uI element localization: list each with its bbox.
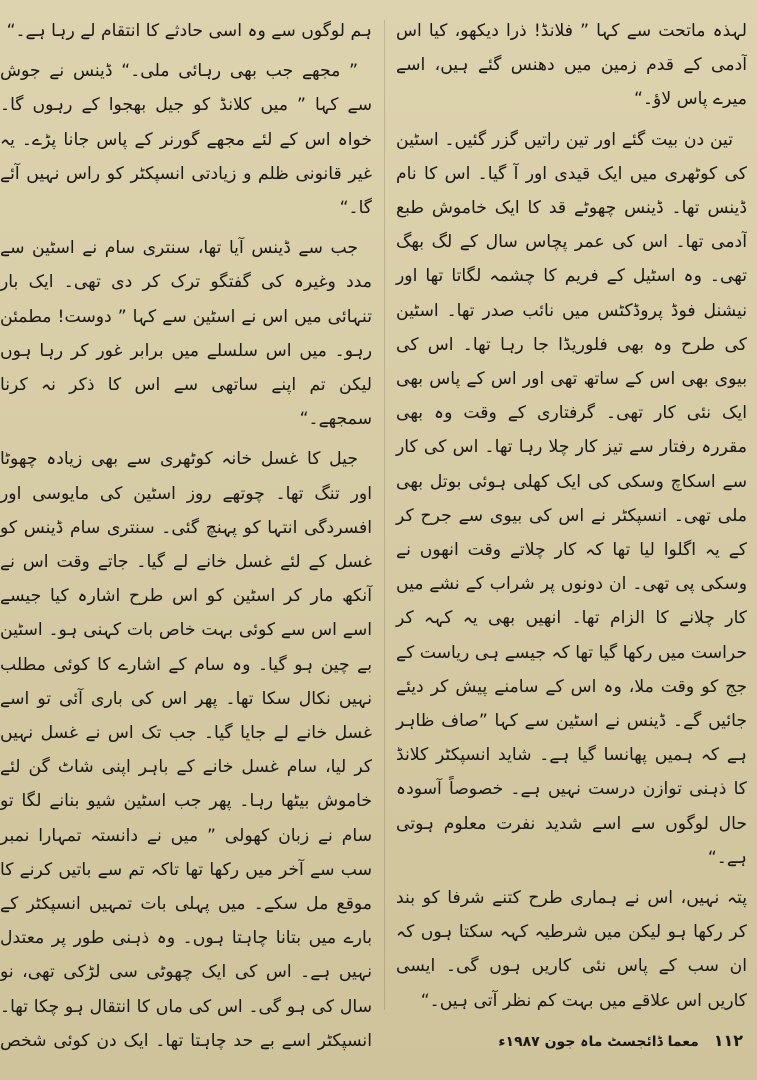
paragraph: پتہ نہیں، اس نے ہماری طرح کتنے شرفا کو بند کر رکھا ہو لیکن میں شرطیہ کہہ سکتا ہوں کہ ان سب کے پاس نئی کاریں ہوں گی۔ ایسی کاریں اس علاقے میں بہت کم نظر آتی ہیں۔“ <box>396 888 747 1011</box>
page-number: ۱۱۲ <box>713 1031 743 1050</box>
column-divider <box>384 20 385 1010</box>
issue-label: معما ڈائجسٹ ماہ جون ۱۹۸۷ء <box>498 1034 699 1050</box>
left-text-column <box>0 14 378 1054</box>
paragraph: ہم لوگوں سے وہ اسی حادثے کا انتقام لے رہا ہے۔“ <box>6 21 372 41</box>
paragraph: جب سے ڈینس آیا تھا، سنتری سام نے اسٹین سے مدد وغیرہ کی گفتگو ترک کر دی تھی۔ ایک بار تنہائی میں اس نے اسٹین سے کہا ” دوست! مطمئن رہو۔ میں اس سلسلے میں برابر غور کر رہا ہوں لیکن تم اپنے ساتھی سے اس کا ذکر نہ کرنا سمجھے۔“ <box>0 238 372 430</box>
paragraph: جیل کا غسل خانہ کوٹھری سے بھی زیادہ چھوٹا اور تنگ تھا۔ چوتھے روز اسٹین کی مایوسی اور افسردگی انتہا کو پہنچ گئی۔ سنتری سام ڈینس کو غسل کے لئے غسل خانے لے گیا۔ جاتے وقت اس نے آنکھ مار کر اسٹین کو اس طرح اشارہ کیا جیسے اسے اس سے کوئی بہت خاص بات کہنی ہو۔ اسٹین بے چین ہو گیا۔ وہ سام کے اشارے کا کوئی مطلب نہیں نکال سکا تھا۔ پھر اس کی باری آئی تو اسے غسل خانے لے جایا گیا۔ جب تک اس نے غسل نہیں کر لیا، سام غسل خانے کے باہر اپنی شاٹ گن لئے خاموش بیٹھا رہا۔ پھر جب اسٹین شیو بنانے لگا تو سام نے زبان کھولی ” میں نے دانستہ تمہارا نمبر سب سے آخر میں رکھا تھا تاکہ تم سے باتیں کرنے کا موقع مل سکے۔ میں پہلی بات تمہیں انسپکٹر کے بارے میں بتانا چاہتا ہوں۔ وہ ذہنی طور پر معتدل نہیں ہے۔ اس کی ایک چھوٹی سی لڑکی تھی، نو سال کی ہو گی۔ اس کی ماں کا انتقال ہو چکا تھا۔ انسپکٹر اسے بے حد چاہتا تھا۔ ایک دن کوئی شخص <box>0 449 372 1051</box>
paragraph: تین دن بیت گئے اور تین راتیں گزر گئیں۔ اسٹین کی کوٹھری میں ایک قیدی اور آ گیا۔ اس کا نام ڈینس تھا۔ ڈینس چھوٹے قد کا ایک خاموش طبع آدمی تھا۔ اس کی عمر پچاس سال کے لگ بھگ تھی۔ وہ اسٹیل کے فریم کا چشمہ لگاتا تھا اور نیشنل فوڈ پروڈکٹس میں نائب صدر تھا۔ اسٹین کی طرح وہ بھی فلوریڈا جا رہا تھا۔ اس کی بیوی بھی اس کے ساتھ تھی اور اس کے پاس بھی ایک نئی کار تھی۔ گرفتاری کے وقت وہ بھی مقررہ رفتار سے تیز کار چلا رہا تھا۔ اس کی کار سے اسکاچ وسکی کی ایک کھلی ہوئی بوتل بھی ملی تھی۔ انسپکٹر نے اس کی بیوی سے جرح کر کے یہ اگلوا لیا تھا کہ کار چلاتے وقت انھوں نے وسکی پی تھی۔ ان دونوں پر شراب کے نشے میں کار چلانے کا الزام تھا۔ انھیں بھی یہ کہہ کر حراست میں رکھا گیا تھا کہ جیسے ہی ریاست کے جج کو وقت ملا، وہ اس کے سامنے پیش کر دیئے جائیں گے۔ ڈینس نے اسٹین سے کہا ”صاف ظاہر ہے کہ ہمیں پھانسا گیا ہے۔ شاید انسپکٹر کلانڈ کا ذہنی توازن درست نہیں ہے۔ خصوصاً آسودہ حال لوگوں سے اسے شدید نفرت معلوم ہوتی ہے۔“ <box>396 129 747 868</box>
page-footer <box>398 1031 743 1050</box>
right-text-column <box>392 14 747 1024</box>
paragraph: لہذہ ماتحت سے کہا ” فلانڈ! ذرا دیکھو، کیا اس آدمی کے قدم زمین میں دھنس گئے ہیں، اسے میرے پاس لاؤ۔“ <box>396 21 747 110</box>
paragraph: ” مجھے جب بھی رہائی ملی۔“ ڈینس نے جوش سے کہا ” میں کلانڈ کو جیل بھجوا کے رہوں گا۔ خواہ اس کے لئے مجھے گورنر کے پاس جانا پڑے۔ یہ غیر قانونی ظلم و زیادتی انسپکٹر کو راس نہیں آئے گا۔“ <box>0 61 372 219</box>
